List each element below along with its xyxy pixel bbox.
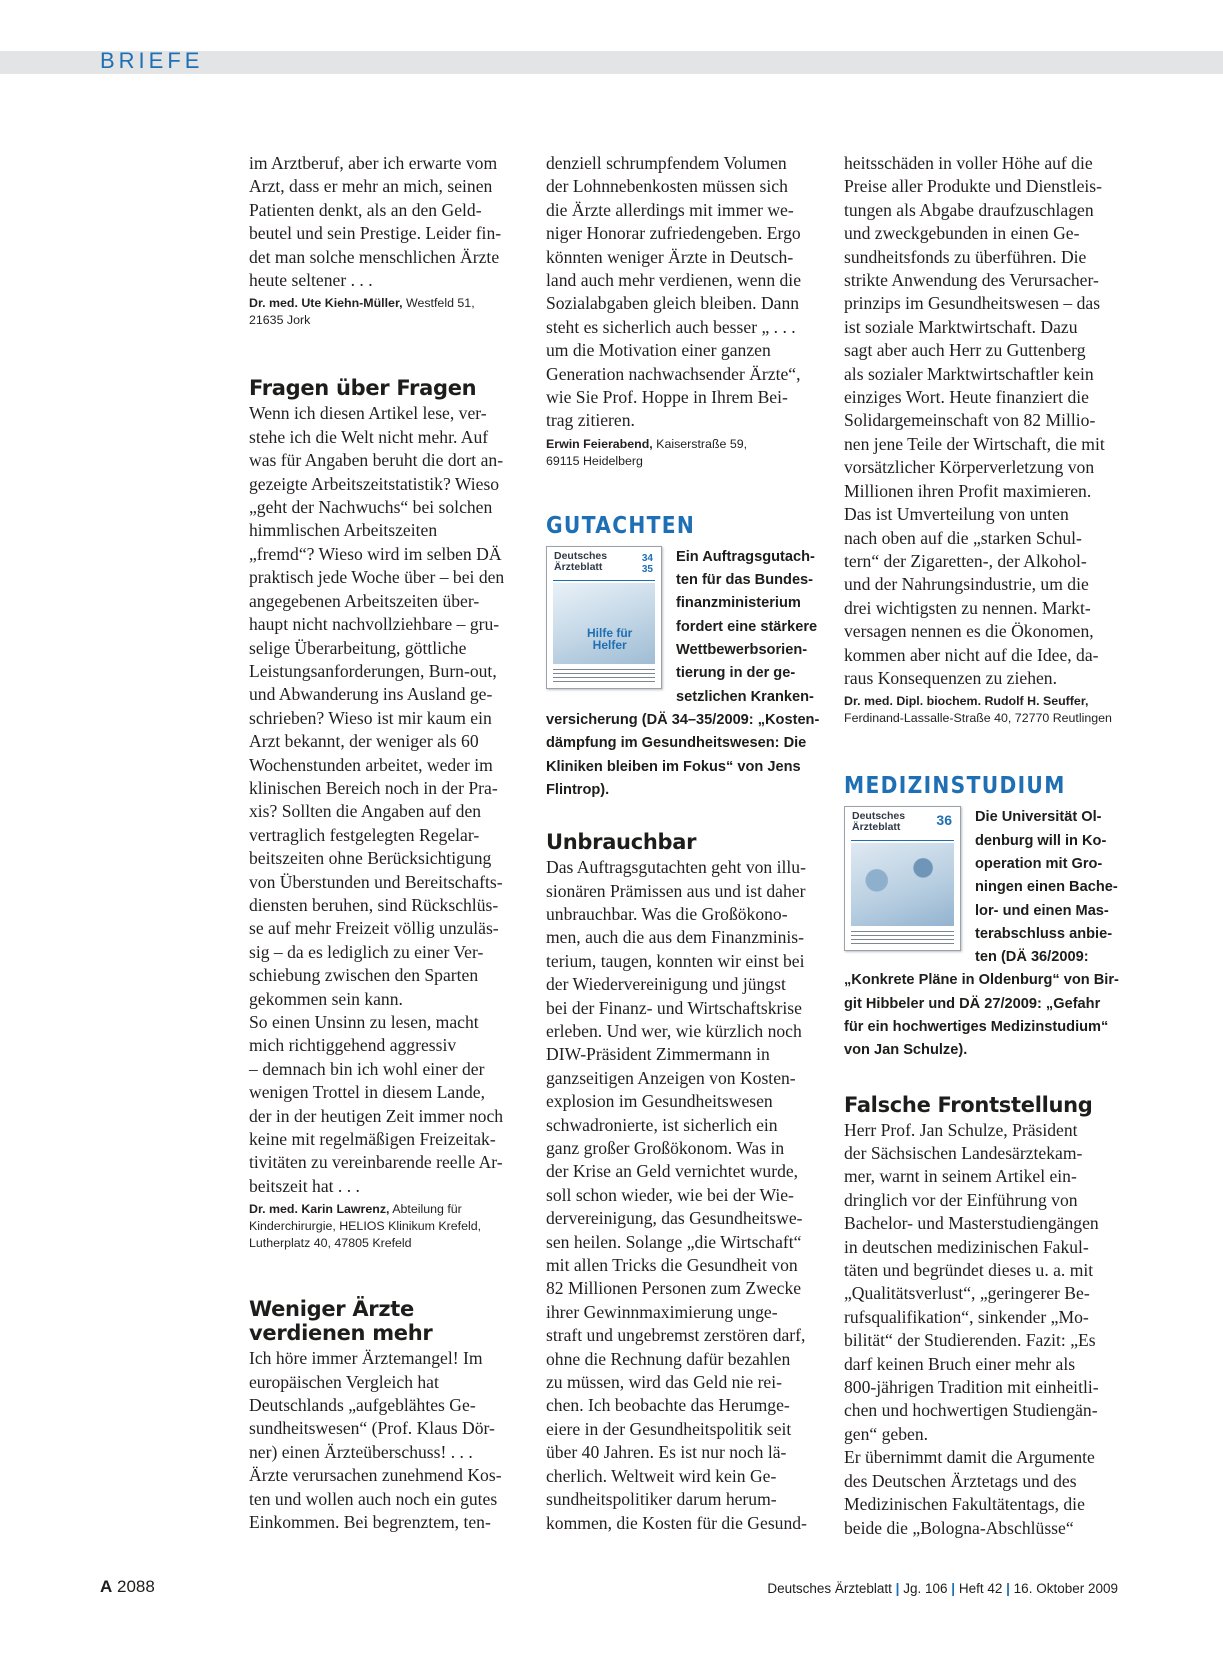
letter-signature <box>249 295 527 329</box>
letter-text: denziell schrumpfendem Volumen der Lohnnebenkosten müssen sich die Ärzte allerdings mit immer we- niger Honorar zufriedengeben. Ergo könnten weniger Ärzte in Deutsch- land auch mehr verdienen, wenn die Sozialabgaben gleich bleiben. Dann steht es sicherlich auch besser „ . . . um die Motivation einer ganzen Generation nachwachsender Ärzte“, wie Sie Prof. Hoppe in Ihrem Bei- trag zitieren. <box>546 153 802 431</box>
journal-date: 16. Oktober 2009 <box>1013 1581 1118 1596</box>
topic-intro-text: „Konkrete Pläne in Oldenburg“ von Bir- git Hibbeler und DÄ 27/2009: „Gefahr für ein hochwertiges Medizinstudium“ von Jan Schulze). <box>844 972 1119 1059</box>
topic-intro <box>844 806 1126 1062</box>
cover-rule <box>851 840 954 841</box>
letter-heading: Weniger Ärzte verdienen mehr <box>249 1297 433 1346</box>
topic-intro-text: Ein Auftragsgutach- ten für das Bundes- finanzministerium fordert eine stärkere Wettbewerbsorien- tierung in der ge- setzlichen Kranken- <box>676 548 818 705</box>
author-address: Kaiserstraße 59, 69115 Heidelberg <box>546 436 748 468</box>
topic-intro <box>546 546 827 802</box>
column-1 <box>249 152 527 1535</box>
letter-text: Wenn ich diesen Artikel lese, ver- stehe ich die Welt nicht mehr. Auf was für Angaben beruht die dort an- gezeigte Arbeitszeitstatistik? Wieso „geht der Nachwuchs“ bei solchen himmlischen Arbeitszeiten „fremd“? Wieso wird im selben DÄ praktisch jede Woche über – bei den angegebenen Arbeitszeiten über- haupt nicht nachvollziehbare – gru- selige Überarbeitung, göttliche Leistungsanforderungen, Burn-out, und Abwanderung ins Ausland ge- schrieben? Wieso ist mir kaum ein Arzt bekannt, der weniger als 60 Wochenstunden arbeitet, weder im klinischen Bereich noch in der Pra- xis? Sollten die Angaben auf den vertraglich festgelegten Regelar- beitszeiten ohne Berücksichtigung von Überstunden und Bereitschafts- diensten beruhen, sind Rückschlüs- se auf mehr Freizeit völlig unzuläs- sig – da es lediglich zu einer Ver- schiebung zwischen den Sparten gekommen sein kann. So einen Unsinn zu lesen, macht mich richtiggehend aggressiv – demnach bin ich wohl einer der wenigen Trottel in diesem Lande, der in der heutigen Zeit immer noch keine mit regelmäßigen Freizeitak- tivitäten zu vereinbarende reelle Ar- beitszeit hat . . . <box>249 403 505 1196</box>
author-name: Dr. med. Ute Kiehn-Müller, <box>249 296 403 311</box>
letter-signature <box>546 436 827 470</box>
journal-volume: Jg. 106 <box>903 1581 948 1596</box>
topic-intro-text: Die Universität Ol- denburg will in Ko- operation mit Gro- ningen einen Bache- lor- und einen Mas- terabschluss anbie- ten (DÄ 36/2009: <box>975 809 1118 966</box>
letter-text: Ich höre immer Ärztemangel! Im europäischen Vergleich hat Deutschlands „aufgeblähtes Ge- sundheitswesen“ (Prof. Klaus Dör- ner) einen Ärzteüberschuss! . . . Ärzte verursachen zunehmend Kos- ten und wollen auch noch ein gutes Einkommen. Bei begrenztem, ten- <box>249 1348 502 1533</box>
cover-footer-text <box>851 931 954 945</box>
letter-heading: Falsche Frontstellung <box>844 1092 1093 1117</box>
section-label: BRIEFE <box>100 48 204 73</box>
cover-footer-text <box>553 669 655 683</box>
cover-issue-number: 36 <box>936 812 952 829</box>
cover-title: Deutsches Ärzteblatt <box>554 549 608 573</box>
letter-signature <box>249 1201 527 1252</box>
author-name: Dr. med. Karin Lawrenz, <box>249 1202 390 1217</box>
author-address: Westfeld 51, 21635 Jork <box>249 296 475 328</box>
cover-title: Deutsches Ärzteblatt <box>852 810 906 834</box>
journal-name: Deutsches Ärzteblatt <box>767 1581 892 1596</box>
cover-photo <box>851 843 954 926</box>
topic-intro-text: versicherung (DÄ 34–35/2009: „Kosten- dämpfung im Gesundheitswesen: Die Kliniken bleiben im Fokus“ von Jens Flintrop). <box>546 711 820 798</box>
letter-heading: Unbrauchbar <box>546 830 697 855</box>
author-name: Erwin Feierabend, <box>546 436 653 451</box>
page-number-value: 2088 <box>117 1577 155 1596</box>
cover-rule <box>553 580 655 581</box>
page-number <box>100 1577 155 1597</box>
letter-signature <box>844 693 1126 727</box>
page-prefix: A <box>100 1577 113 1596</box>
cover-issue-number: 34 35 <box>641 552 653 575</box>
magazine-cover-image <box>844 806 961 951</box>
letter-text: heitsschäden in voller Höhe auf die Preise aller Produkte und Dienstleis- tungen als Abgabe draufzuschlagen und zweckgebunden in einen Ge- sundheitsfonds zu überführen. Die strikte Anwendung des Verursacher- prinzips im Gesundheitswesen – das ist soziale Marktwirtschaft. Dazu sagt aber auch Herr zu Guttenberg als sozialer Marktwirtschaftler kein einziges Wort. Heute finanziert die Solidargemeinschaft von 82 Millio- nen jene Teile der Wirtschaft, die mit vorsätzlicher Körperverletzung von Millionen ihren Profit maximieren. Das ist Umverteilung von unten nach oben auf die „starken Schul- tern“ der Zigaretten-, der Alkohol- und der Nahrungsindustrie, um die drei wichtigsten zu nennen. Markt- versagen nennen es die Ökonomen, kommen aber nicht auf die Idee, da- raus Konsequenzen zu ziehen. <box>844 153 1105 688</box>
letter-text: Das Auftragsgutachten geht von illu- sionären Prämissen aus und ist daher unbrauchbar. Was die Großökono- men, auch die aus dem Finanzminis- terium, taugen, konnten wir einst bei der Wiedervereinigung und jüngst bei der Finanz- und Wirtschaftskrise erleben. Und wer, wie kürzlich noch DIW-Präsident Zimmermann in ganzseitigen Anzeigen von Kosten- explosion im Gesundheitswesen schwadronierte, ist sicherlich ein ganz großer Großökonom. Was in der Krise an Geld vernichtet wurde, soll schon wieder, wie bei der Wie- dervereinigung, das Gesundheitswe- sen heilen. Solange „die Wirtschaft“ mit allen Tricks die Gesundheit von 82 Millionen Personen zum Zwecke ihrer Gewinnmaximierung unge- straft und ungebremst zerstören darf, ohne die Rechnung dafür bezahlen zu müssen, wird das Geld nie rei- chen. Ich beobachte das Herumge- eiere in der Gesundheitspolitik seit über 40 Jahren. Es ist nur noch lä- cherlich. Weltweit wird kein Ge- sundheitspolitiker darum herum- kommen, die Kosten für die Gesund- <box>546 857 807 1533</box>
author-address: Abteilung für Kinderchirurgie, HELIOS Klinikum Krefeld, Lutherplatz 40, 47805 Krefeld <box>249 1202 482 1251</box>
journal-info: Deutsches Ärzteblatt | Jg. 106 | Heft 42 | 16. Oktober 2009 <box>767 1581 1118 1596</box>
column-2 <box>546 152 827 1535</box>
letter-text: Herr Prof. Jan Schulze, Präsident der Sächsischen Landesärztekam- mer, warnt in seinem Artikel ein- dringlich vor der Einführung von Bachelor- und Masterstudiengängen in deutschen medizinischen Fakul- täten und begründet dieses u. a. mit „Qualitätsverlust“, „geringerer Be- rufsqualifikation“, sinkender „Mo- bilität“ der Studierenden. Fazit: „Es darf keinen Bruch einer mehr als 800-jährigen Tradition mit einheitli- chen und hochwertigen Studiengän- gen“ geben. Er übernimmt damit die Argumente des Deutschen Ärztetags und des Medizinischen Fakultätentags, die beide die „Bologna-Abschlüsse“ <box>844 1119 1099 1538</box>
letter-text: im Arztberuf, aber ich erwarte vom Arzt, dass er mehr an mich, seinen Patienten denkt, als an den Geld- beutel und sein Prestige. Leider fin- det man solche menschlichen Ärzte heute seltener . . . <box>249 153 502 291</box>
author-address: Ferdinand-Lassalle-Straße 40, 72770 Reutlingen <box>844 711 1112 726</box>
category-heading: MEDIZINSTUDIUM <box>844 773 1066 800</box>
category-heading: GUTACHTEN <box>546 512 696 539</box>
column-3 <box>844 152 1126 1540</box>
author-name: Dr. med. Dipl. biochem. Rudolf H. Seuffer, <box>844 694 1089 709</box>
letter-heading: Fragen über Fragen <box>249 376 477 401</box>
journal-issue: Heft 42 <box>958 1581 1003 1596</box>
magazine-cover-image <box>546 546 662 689</box>
cover-headline: Hilfe für Helfer <box>587 625 633 652</box>
